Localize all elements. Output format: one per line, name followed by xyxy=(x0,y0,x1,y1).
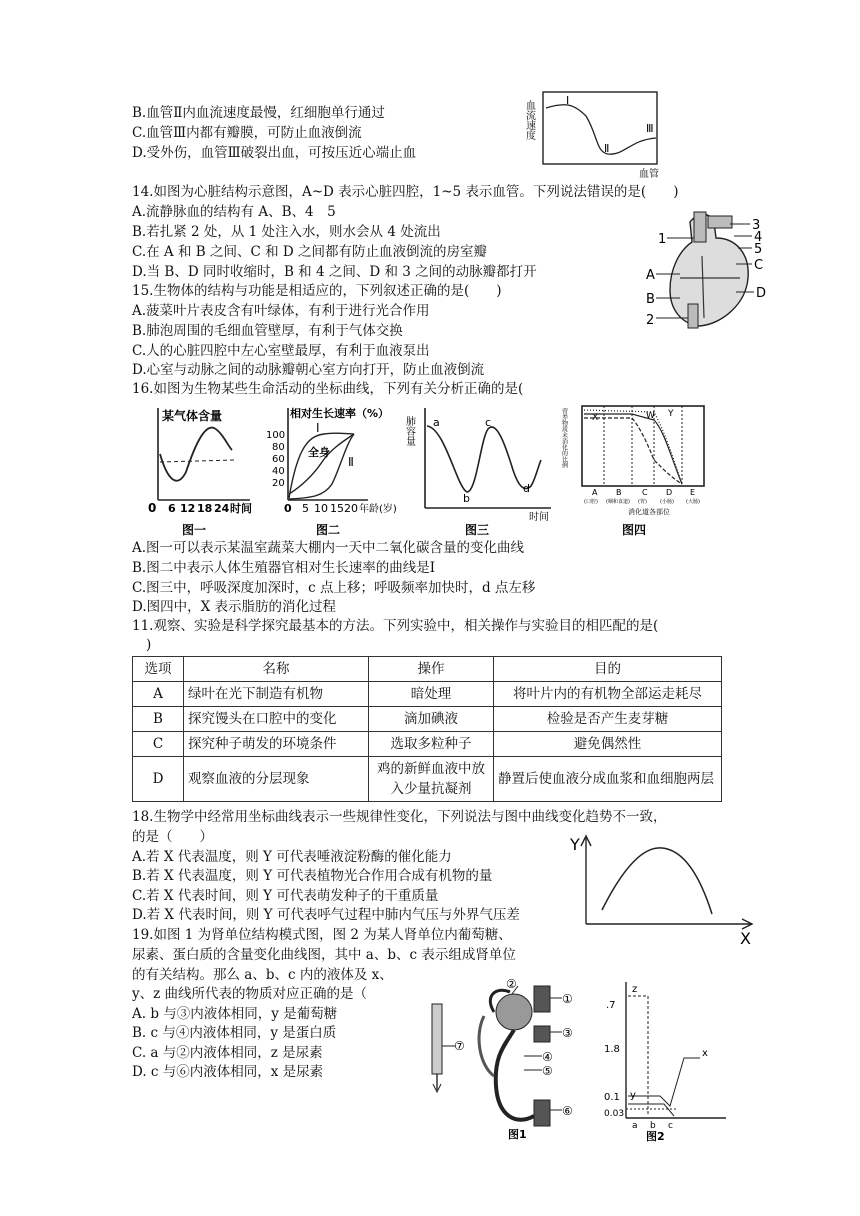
fig1-caption: 图一 xyxy=(182,523,207,537)
fig19b-ytick-1: 1.8 xyxy=(604,1044,620,1055)
fig4-xtick-d: D xyxy=(666,488,673,497)
q19-line-2: 尿素、蛋白质的含量变化曲线图，其中 a、b、c 表示组成肾单位 xyxy=(132,947,516,963)
fig4-curve-x: X xyxy=(592,413,599,423)
fig2-ytick-40: 40 xyxy=(272,466,285,477)
q11-stem-close: ) xyxy=(146,637,152,653)
q16-option-d: D.图四中，X 表示脂肪的消化过程 xyxy=(132,599,337,615)
fig3-point-d: d xyxy=(523,482,530,495)
heart-label-1: 1 xyxy=(658,232,667,247)
q15-option-b: B.肺泡周围的毛细血管壁厚，有利于气体交换 xyxy=(132,323,403,339)
fig3-point-b: b xyxy=(463,492,470,505)
fig19b-caption: 图2 xyxy=(646,1130,665,1143)
q19-line-1: 19.如图 1 为肾单位结构模式图，图 2 为某人肾单位内葡萄糖、 xyxy=(132,927,512,943)
table-header-cell: 操作 xyxy=(369,657,494,682)
q18-stem-2: 的是（ ） xyxy=(132,829,213,845)
kidney-label-3: ③ xyxy=(562,1026,573,1040)
fig4-ylabel: 营养物质未消化的比例 xyxy=(560,408,568,468)
fig2-ytick-100: 100 xyxy=(266,430,286,441)
fig19b-xtick-c: c xyxy=(668,1121,673,1131)
fig13-label-1: Ⅰ xyxy=(566,94,570,107)
fig1-xtick-0: 0 xyxy=(148,501,157,515)
fig4-xlabel: 消化道各部位 xyxy=(628,508,670,516)
fig2-label-1: Ⅰ xyxy=(316,421,320,435)
kidney-caption: 图1 xyxy=(508,1128,527,1141)
table-cell: B xyxy=(133,707,184,732)
fig3-ylabel: 肺容量 xyxy=(403,416,415,446)
fig13-xlabel: 血管 xyxy=(639,169,659,180)
q18-option-c: C.若 X 代表时间，则 Y 可代表萌发种子的干重质量 xyxy=(132,888,439,904)
fig2-label-2: Ⅱ xyxy=(348,455,354,469)
table-cell: D xyxy=(133,757,184,802)
table-cell: 静置后使血液分成血浆和血细胞两层 xyxy=(494,757,722,802)
table-row xyxy=(133,707,722,732)
q18-stem: 18.生物学中经常用坐标曲线表示一些规律性变化，下列说法与图中曲线变化趋势不一致， xyxy=(132,809,667,825)
fig4-sub-e: (大肠) xyxy=(686,499,700,505)
q18-axis-x: X xyxy=(740,929,751,948)
q15-stem: 15.生物体的结构与功能是相适应的，下列叙述正确的是( ) xyxy=(132,283,502,299)
table-cell: 探究种子萌发的环境条件 xyxy=(184,732,369,757)
q18-curve-figure xyxy=(566,830,756,950)
heart-diagram xyxy=(640,208,780,332)
fig4-sub-d: (小肠) xyxy=(660,499,674,505)
table-header-cell: 目的 xyxy=(494,657,722,682)
fig1-xtick-3: 18 xyxy=(197,502,213,515)
blood-flow-figure xyxy=(523,88,666,180)
q13-option-c: C.血管Ⅲ内都有瓣膜，可防止血液倒流 xyxy=(132,125,362,141)
fig2-ytick-60: 60 xyxy=(272,454,285,465)
q19-option-b: B. c 与④内液体相同，y 是蛋白质 xyxy=(132,1025,337,1041)
q18-option-b: B.若 X 代表温度，则 Y 可代表植物光合作用合成有机物的量 xyxy=(132,868,493,884)
table-row xyxy=(133,682,722,707)
q18-option-d: D.若 X 代表时间，则 Y 可代表呼气过程中肺内气压与外界气压差 xyxy=(132,907,520,923)
q11-stem: 11.观察、实验是科学探究最基本的方法。下列实验中，相关操作与实验目的相匹配的是( xyxy=(132,618,659,634)
fig2-ytick-20: 20 xyxy=(272,478,285,489)
table-cell: 观察血液的分层现象 xyxy=(184,757,369,802)
fig4-xtick-e: E xyxy=(690,488,696,497)
fig13-label-2: Ⅱ xyxy=(604,142,610,155)
fig19b-ytick-3: 0.03 xyxy=(604,1109,625,1119)
q16-stem: 16.如图为生物某些生命活动的坐标曲线，下列有关分析正确的是( xyxy=(132,381,524,397)
table-cell: 选取多粒种子 xyxy=(369,732,494,757)
fig2-label-whole: 全身 xyxy=(308,446,330,459)
fig19b-ytick-0: .7 xyxy=(606,1000,616,1011)
fig2-title: 相对生长速率（%） xyxy=(290,407,390,420)
q15-option-a: A.菠菜叶片表皮含有叶绿体，有利于进行光合作用 xyxy=(132,303,430,319)
fig19b-xtick-b: b xyxy=(650,1121,656,1131)
fig2-xtick-15: 15 xyxy=(330,502,344,515)
fig2-caption: 图二 xyxy=(316,523,341,537)
table-row xyxy=(133,732,722,757)
fig19b-curve-z: z xyxy=(632,984,638,995)
table-cell: 探究馒头在口腔中的变化 xyxy=(184,707,369,732)
fig4-sub-b: (咽和食道) xyxy=(606,499,630,505)
kidney-label-5: ⑤ xyxy=(542,1064,553,1078)
kidney-label-4: ④ xyxy=(542,1050,553,1064)
table-cell: 绿叶在光下制造有机物 xyxy=(184,682,369,707)
q19-option-a: A. b 与③内液体相同，y 是葡萄糖 xyxy=(132,1006,338,1022)
kidney-label-7: ⑦ xyxy=(454,1039,465,1053)
fig4-xtick-a: A xyxy=(592,488,598,497)
fig1-xlabel: 时间 xyxy=(230,502,252,515)
table-header-cell: 名称 xyxy=(184,657,369,682)
fig3-caption: 图三 xyxy=(465,523,490,537)
figure-4 xyxy=(560,400,710,540)
table-cell: A xyxy=(133,682,184,707)
table-header-cell: 选项 xyxy=(133,657,184,682)
figure-3 xyxy=(405,404,555,538)
fig4-xtick-b: B xyxy=(616,488,622,497)
fig3-point-a: a xyxy=(433,416,440,429)
fig2-ytick-80: 80 xyxy=(272,442,285,453)
q14-stem: 14.如图为心脏结构示意图，A~D 表示心脏四腔，1~5 表示血管。下列说法错误的是( ) xyxy=(132,184,679,200)
fig2-xlabel: 年龄(岁) xyxy=(359,504,397,515)
q19-option-c: C. a 与②内液体相同，z 是尿素 xyxy=(132,1045,323,1061)
fig2-xtick-10: 10 xyxy=(314,502,328,515)
kidney-label-6: ⑥ xyxy=(562,1104,573,1118)
fig1-title: 某气体含量 xyxy=(162,409,223,423)
fig19b-ytick-2: 0.1 xyxy=(604,1092,620,1103)
figure-2 xyxy=(262,404,402,538)
q14-option-d: D.当 B、D 同时收缩时，B 和 4 之间、D 和 3 之间的动脉瓣都打开 xyxy=(132,264,537,280)
fig2-xtick-5: 5 xyxy=(302,502,309,515)
table-row xyxy=(133,757,722,802)
table-cell: 滴加碘液 xyxy=(369,707,494,732)
table-header-row xyxy=(133,657,722,682)
q18-option-a: A.若 X 代表温度，则 Y 可代表唾液淀粉酶的催化能力 xyxy=(132,849,452,865)
fig2-xtick-20: 20 xyxy=(344,502,358,515)
q16-option-b: B.图二中表示人体生殖器官相对生长速率的曲线是Ⅰ xyxy=(132,560,436,576)
fig2-xtick-0: 0 xyxy=(284,502,292,515)
fig4-sub-a: (口腔) xyxy=(584,499,598,505)
fig4-caption: 图四 xyxy=(622,523,647,537)
fig13-ylabel: 血流速度 xyxy=(523,100,535,140)
fig4-xtick-c: C xyxy=(642,488,648,497)
fig4-sub-c: (胃) xyxy=(638,499,647,505)
fig19b-curve-x: x xyxy=(702,1048,708,1059)
q16-option-a: A.图一可以表示某温室蔬菜大棚内一天中二氧化碳含量的变化曲线 xyxy=(132,540,525,556)
nephron-content-chart xyxy=(600,976,730,1146)
q14-option-b: B.若扎紧 2 处，从 1 处注入水，则水会从 4 处流出 xyxy=(132,224,441,240)
q14-option-c: C.在 A 和 B 之间、C 和 D 之间都有防止血液倒流的房室瓣 xyxy=(132,244,488,260)
fig19b-xtick-a: a xyxy=(632,1121,638,1131)
table-cell: C xyxy=(133,732,184,757)
kidney-label-2: ② xyxy=(506,977,517,991)
fig3-point-c: c xyxy=(485,416,492,429)
q15-option-d: D.心室与动脉之间的动脉瓣朝心室方向打开，防止血液倒流 xyxy=(132,362,485,378)
q13-option-b: B.血管Ⅱ内血流速度最慢，红细胞单行通过 xyxy=(132,105,385,121)
heart-label-5: 5 xyxy=(754,242,763,257)
figure-1 xyxy=(142,404,252,538)
experiment-table xyxy=(132,656,722,802)
q19-line-3: 的有关结构。那么 a、b、c 内的液体及 x、 xyxy=(132,967,393,983)
q16-option-c: C.图三中，呼吸深度加深时，c 点上移；呼吸频率加快时，d 点左移 xyxy=(132,580,536,596)
kidney-label-1: ① xyxy=(562,992,573,1006)
fig3-xlabel: 时间 xyxy=(529,512,549,523)
nephron-diagram xyxy=(424,976,584,1144)
table-cell: 检验是否产生麦芽糖 xyxy=(494,707,722,732)
heart-label-b: B xyxy=(646,292,655,307)
fig1-xtick-1: 6 xyxy=(168,502,176,515)
fig13-label-3: Ⅲ xyxy=(646,122,654,135)
q19-option-d: D. c 与⑥内液体相同，x 是尿素 xyxy=(132,1064,324,1080)
heart-label-d: D xyxy=(756,286,767,301)
table-cell: 避免偶然性 xyxy=(494,732,722,757)
table-cell: 暗处理 xyxy=(369,682,494,707)
heart-label-c: C xyxy=(754,258,764,273)
fig19b-curve-y: y xyxy=(630,1090,636,1101)
q13-option-d: D.受外伤，血管Ⅲ破裂出血，可按压近心端止血 xyxy=(132,145,417,161)
q15-option-c: C.人的心脏四腔中左心室壁最厚，有利于血液泵出 xyxy=(132,343,430,359)
heart-label-4: 4 xyxy=(754,230,763,245)
heart-label-3: 3 xyxy=(752,218,761,233)
table-cell: 鸡的新鲜血液中放入少量抗凝剂 xyxy=(369,757,494,802)
fig1-xtick-2: 12 xyxy=(180,502,196,515)
fig4-curve-y: Y xyxy=(668,409,674,419)
fig4-curve-w: W xyxy=(646,411,655,421)
q18-axis-y: Y xyxy=(570,835,580,854)
q14-option-a: A.流静脉血的结构有 A、B、4 5 xyxy=(132,204,336,220)
heart-label-2: 2 xyxy=(646,313,655,328)
fig1-xtick-4: 24 xyxy=(214,502,230,515)
q19-line-4: y、z 曲线所代表的物质对应正确的是（ xyxy=(132,986,368,1002)
table-cell: 将叶片内的有机物全部运走耗尽 xyxy=(494,682,722,707)
heart-label-a: A xyxy=(646,268,655,283)
